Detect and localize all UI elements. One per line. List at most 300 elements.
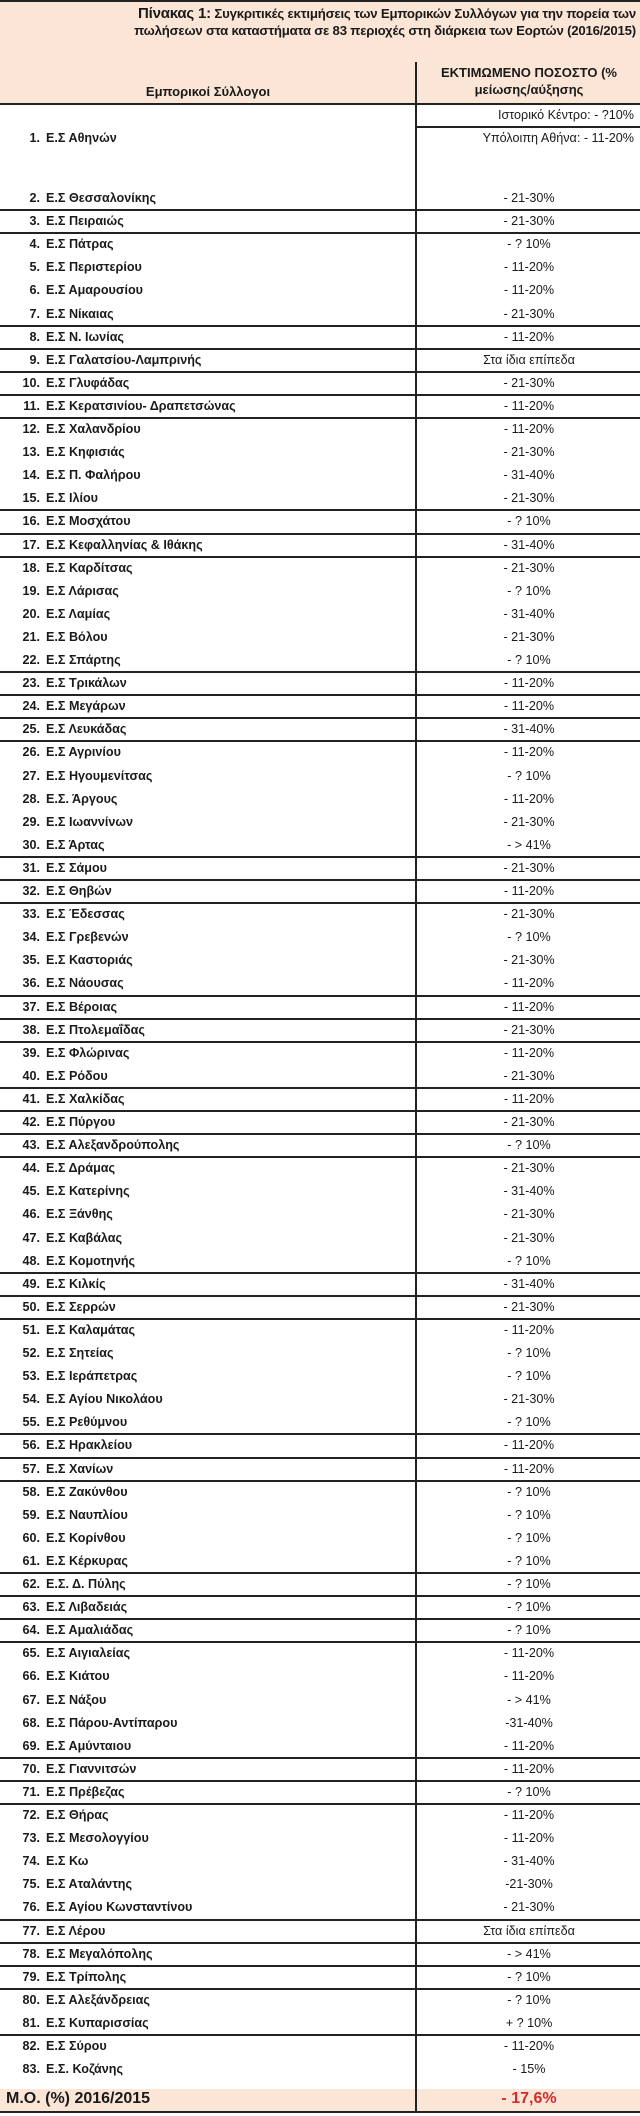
row-separator-rule xyxy=(0,1480,640,1482)
row-separator-rule xyxy=(0,1156,640,1158)
association-name: Ε.Σ Κυπαρισσίας xyxy=(46,2015,149,2030)
association-name: Ε.Σ Κομοτηνής xyxy=(46,1253,136,1268)
table-row-name xyxy=(8,884,112,898)
table-row-value: - ? 10% xyxy=(507,1623,551,1638)
table-row-value: - 11-20% xyxy=(503,1808,555,1822)
table-row-name xyxy=(8,930,129,944)
row-number: 1. xyxy=(29,131,40,145)
table-row-value: - 31-40% xyxy=(503,1184,555,1199)
table-row-name xyxy=(8,607,110,621)
association-name: Ε.Σ Αμαρουσίου xyxy=(46,283,143,298)
table-row-name xyxy=(8,1438,132,1452)
row-number: 20. xyxy=(22,606,40,621)
row-number: 25. xyxy=(22,722,40,737)
row-separator-rule xyxy=(0,2034,640,2036)
association-name: Ε.Σ Αλεξανδρούπολης xyxy=(46,1138,180,1153)
table-row-name xyxy=(8,399,236,413)
table-row-name xyxy=(8,953,133,967)
row-separator-rule xyxy=(0,902,640,904)
table-row-value: - 11-20% xyxy=(503,1322,555,1337)
association-name: Ε.Σ Πάτρας xyxy=(46,237,114,252)
association-name: Ε.Σ. Δ. Πύλης xyxy=(46,1577,126,1591)
row-separator-rule xyxy=(0,394,640,396)
table-row-value: Στα ίδια επίπεδα xyxy=(483,352,575,367)
table-row-value: - ? 10% xyxy=(507,1507,551,1522)
table-row-value: - ? 10% xyxy=(507,1969,551,1984)
association-name: Ε.Σ. Κοζάνης xyxy=(46,2062,124,2077)
table-row-name xyxy=(8,653,121,667)
table-row-name xyxy=(8,1646,130,1660)
row-number: 10. xyxy=(22,375,40,390)
row-number: 23. xyxy=(22,676,40,691)
table-row-name xyxy=(8,1000,117,1014)
association-name: Ε.Σ Κηφισιάς xyxy=(46,445,125,460)
row-number: 50. xyxy=(22,1299,40,1314)
association-name: Ε.Σ Π. Φαλήρου xyxy=(46,468,141,483)
row-separator-rule xyxy=(0,1457,640,1459)
table-row-value: - ? 10% xyxy=(507,1784,551,1799)
row-separator-rule xyxy=(0,1110,640,1112)
table-row-value: - 11-20% xyxy=(503,1646,555,1661)
table-row-value: - 21-30% xyxy=(503,953,555,968)
table-row-name xyxy=(8,1462,113,1476)
table-row-value: -31-40% xyxy=(505,1715,553,1730)
row-number: 33. xyxy=(22,907,40,922)
table-row-name xyxy=(8,1023,145,1037)
row-separator-rule xyxy=(0,1942,640,1944)
association-name: Ε.Σ Πειραιώς xyxy=(46,214,124,229)
association-name: Ε.Σ Χαλανδρίου xyxy=(46,422,141,436)
association-name: Ε.Σ Σάμου xyxy=(46,860,107,875)
association-name: Ε.Σ Ιλίου xyxy=(46,491,98,506)
association-name: Ε.Σ Αλεξάνδρειας xyxy=(46,1992,150,2007)
table-row-value: - 11-20% xyxy=(503,329,555,344)
association-name: Ε.Σ Ξάνθης xyxy=(46,1207,113,1222)
row-athens-name xyxy=(8,131,117,145)
table-row-value: - 21-30% xyxy=(503,560,555,575)
table-row-value: - 11-20% xyxy=(503,791,555,806)
row-number: 55. xyxy=(22,1415,40,1430)
association-name: Ε.Σ Ηρακλείου xyxy=(46,1438,133,1453)
table-row-name xyxy=(8,1877,132,1891)
row-number: 21. xyxy=(22,629,40,644)
table-row-value: - 21-30% xyxy=(503,1299,555,1314)
row-number: 80. xyxy=(22,1992,40,2007)
table-row-name xyxy=(8,1716,177,1730)
row-number: 82. xyxy=(22,2039,40,2053)
table-row-value: - 21-30% xyxy=(503,491,555,506)
table-row-value: - 11-20% xyxy=(503,2039,555,2053)
table-row-name xyxy=(8,191,156,205)
association-name: Ε.Σ Ιωαννίνων xyxy=(46,814,133,829)
table-row-value: - 31-40% xyxy=(503,722,555,737)
association-name: Ε.Σ Σερρών xyxy=(46,1299,116,1314)
row-separator-rule xyxy=(0,995,640,997)
association-name: Ε.Σ Μεγαλόπολης xyxy=(46,1946,153,1961)
row-separator-rule xyxy=(0,1780,640,1782)
row-number: 66. xyxy=(22,1669,40,1684)
row-number: 26. xyxy=(22,745,40,760)
table-row-name xyxy=(8,307,114,321)
table-row-value: - ? 10% xyxy=(507,1415,551,1430)
table-row-name xyxy=(8,1970,126,1984)
table-row-value: - 21-30% xyxy=(503,814,555,829)
table-title xyxy=(0,5,636,39)
athens-sub-rule xyxy=(416,126,640,128)
table-row-value: - ? 10% xyxy=(507,1346,551,1360)
row-number: 17. xyxy=(22,537,40,552)
association-name: Ε.Σ Πρέβεζας xyxy=(46,1784,125,1799)
association-name: Ε.Σ Έδεσσας xyxy=(46,907,125,922)
table-row-name xyxy=(8,1600,127,1614)
association-name: Ε.Σ Μεγάρων xyxy=(46,699,126,714)
table-row-name xyxy=(8,792,117,806)
association-name: Ε.Σ Καστοριάς xyxy=(46,953,133,968)
table-row-value: - ? 10% xyxy=(507,1992,551,2007)
table-row-value: - 21-30% xyxy=(503,907,555,922)
row-number: 4. xyxy=(29,237,40,252)
row-number: 73. xyxy=(22,1831,40,1846)
table-row-name xyxy=(8,283,143,297)
table-row-name xyxy=(8,1669,110,1683)
association-name: Ε.Σ Ναυπλίου xyxy=(46,1507,128,1522)
association-name: Ε.Σ Τρικάλων xyxy=(46,676,127,691)
row-number: 56. xyxy=(22,1438,40,1453)
table-row-name xyxy=(8,1577,126,1591)
table-row-name xyxy=(8,1069,108,1083)
table-row-name xyxy=(8,1392,163,1406)
athens-historic-centre-value: Ιστορικό Κέντρο: - ?10% xyxy=(497,108,634,122)
row-number: 76. xyxy=(22,1900,40,1915)
table-row-value: - 11-20% xyxy=(503,1091,555,1106)
row-number: 16. xyxy=(22,514,40,529)
table-row-name xyxy=(8,1115,115,1129)
header-bottom-rule xyxy=(0,103,640,105)
row-number: 5. xyxy=(29,260,40,275)
row-number: 40. xyxy=(22,1068,40,1083)
association-name: Ε.Σ Ηγουμενίτσας xyxy=(46,768,153,783)
table-row-name xyxy=(8,861,107,875)
table-row-value: - ? 10% xyxy=(507,1138,551,1153)
table-row-value: - ? 10% xyxy=(507,1369,551,1384)
association-name: Ε.Σ Άρτας xyxy=(46,837,105,852)
association-name: Ε.Σ Νάουσας xyxy=(46,976,124,991)
row-number: 37. xyxy=(22,999,40,1014)
row-separator-rule xyxy=(0,209,640,211)
table-row-name xyxy=(8,1993,150,2007)
column-header-associations: Εμπορικοί Σύλλογοι xyxy=(145,84,271,99)
row-number: 43. xyxy=(22,1138,40,1153)
association-name: Ε.Σ Μοσχάτου xyxy=(46,514,131,529)
table-row-name xyxy=(8,491,98,505)
table-row-name xyxy=(8,1554,128,1568)
table-row-name xyxy=(8,769,152,783)
table-row-value: - 21-30% xyxy=(503,191,555,205)
table-row-name xyxy=(8,907,125,921)
table-row-value: - ? 10% xyxy=(507,1553,551,1568)
row-separator-rule xyxy=(0,1919,640,1921)
table-row-name xyxy=(8,1184,130,1198)
table-row-value: - ? 10% xyxy=(507,1484,551,1499)
row-number: 8. xyxy=(29,329,40,344)
row-separator-rule xyxy=(0,533,640,535)
table-row-value: - > 41% xyxy=(507,1946,551,1961)
row-number: 83. xyxy=(22,2062,40,2077)
row-number: 65. xyxy=(22,1646,40,1661)
column-divider xyxy=(415,104,417,2112)
association-name: Ε.Σ Περιστερίου xyxy=(46,260,142,275)
table-row-name xyxy=(8,2016,149,2030)
average-value: - 17,6% xyxy=(501,2090,557,2107)
row-number: 28. xyxy=(22,791,40,806)
table-row-name xyxy=(8,1138,179,1152)
table-row-value: Στα ίδια επίπεδα xyxy=(483,1923,575,1938)
row-number: 36. xyxy=(22,976,40,991)
row-separator-rule xyxy=(0,1988,640,1990)
association-name: Ε.Σ Λευκάδας xyxy=(46,722,127,737)
row-number: 72. xyxy=(22,1808,40,1822)
table-row-value: - 21-30% xyxy=(503,860,555,875)
row-number: 31. xyxy=(22,860,40,875)
association-name: Ε.Σ Λέρου xyxy=(46,1923,106,1938)
table-row-value: - ? 10% xyxy=(507,653,551,667)
table-row-value: - ? 10% xyxy=(507,583,551,598)
row-number: 22. xyxy=(22,653,40,667)
table-row-value: - ? 10% xyxy=(507,1600,551,1615)
row-number: 15. xyxy=(22,491,40,506)
average-label: Μ.Ο. (%) 2016/2015 xyxy=(6,2090,151,2107)
row-number: 11. xyxy=(23,398,40,413)
association-name: Ε.Σ Λάρισας xyxy=(46,583,119,598)
table-row-name xyxy=(8,1346,114,1360)
association-name: Ε.Σ Ζακύνθου xyxy=(46,1484,128,1499)
table-row-name xyxy=(8,1762,136,1776)
association-name: Ε.Σ Τρίπολης xyxy=(46,1969,127,1984)
table-row-value: - 21-30% xyxy=(503,1022,555,1037)
association-name: Ε.Σ Κορίνθου xyxy=(46,1530,126,1545)
row-number: 64. xyxy=(22,1623,40,1638)
table-row-value: - 11-20% xyxy=(503,283,555,298)
row-separator-rule xyxy=(0,1087,640,1089)
table-row-name xyxy=(8,1693,106,1707)
association-name: Ε.Σ Θήρας xyxy=(46,1808,109,1822)
row-number: 45. xyxy=(22,1184,40,1199)
table-bottom-rule xyxy=(0,2111,640,2113)
row-number: 44. xyxy=(22,1161,40,1176)
association-name: Ε.Σ Χαλκίδας xyxy=(46,1091,125,1106)
table-row-name xyxy=(8,699,126,713)
row-separator-rule xyxy=(0,371,640,373)
association-name: Ε.Σ Ρεθύμνου xyxy=(46,1415,128,1430)
row-number: 79. xyxy=(22,1969,40,1984)
table-row-name xyxy=(8,1415,127,1429)
association-name: Ε.Σ Γλυφάδας xyxy=(46,375,130,390)
athens-rest-value: Υπόλοιπη Αθήνα: - 11-20% xyxy=(482,131,634,145)
association-name: Ε.Σ Καλαμάτας xyxy=(46,1322,136,1337)
row-separator-rule xyxy=(0,694,640,696)
table-row-name xyxy=(8,1531,126,1545)
table-row-name xyxy=(8,538,203,552)
table-row-value: - 31-40% xyxy=(503,468,555,483)
association-name: Ε.Σ Κιάτου xyxy=(46,1669,110,1684)
column-header-percentage-line2: μείωσης/αύξησης xyxy=(474,82,584,97)
row-number: 42. xyxy=(22,1115,40,1129)
row-number: 77. xyxy=(22,1923,40,1938)
row-number: 49. xyxy=(22,1276,40,1291)
row-separator-rule xyxy=(0,1041,640,1043)
table-row-value: - ? 10% xyxy=(507,1253,551,1268)
table-row-value: - 11-20% xyxy=(503,398,555,413)
table-row-value: - ? 10% xyxy=(507,514,551,529)
table-row-name xyxy=(8,1785,125,1799)
table-row-name xyxy=(8,445,125,459)
table-row-value: - 11-20% xyxy=(503,260,555,275)
association-name: Ε.Σ Αγίου Κωνσταντίνου xyxy=(46,1900,193,1915)
table-row-value: - 11-20% xyxy=(503,884,555,898)
table-row-name xyxy=(8,330,124,344)
table-row-name xyxy=(8,1161,115,1175)
table-row-value: - ? 10% xyxy=(507,1577,551,1591)
row-separator-rule xyxy=(0,556,640,558)
row-number: 7. xyxy=(29,306,40,321)
association-name: Ε.Σ Γιαννιτσών xyxy=(46,1761,137,1776)
row-number: 34. xyxy=(22,930,40,945)
association-name: Ε.Σ Πύργου xyxy=(46,1115,116,1129)
association-name: Ε.Σ Ρόδου xyxy=(46,1068,108,1083)
row-number: 74. xyxy=(22,1854,40,1869)
association-name: Ε.Σ Κερατσινίου- Δραπετσώνας xyxy=(46,398,236,413)
association-name: Ε.Σ Κεφαλληνίας & Ιθάκης xyxy=(46,537,203,552)
table-row-value: - ? 10% xyxy=(507,930,551,945)
table-row-value: - > 41% xyxy=(507,1692,551,1707)
table-row-value: - 11-20% xyxy=(503,1738,555,1753)
row-number: 60. xyxy=(22,1530,40,1545)
table-row-value: - 11-20% xyxy=(503,976,555,991)
row-number: 41. xyxy=(22,1091,40,1106)
table-row-name xyxy=(8,376,129,390)
row-separator-rule xyxy=(0,1618,640,1620)
table-row-value: - 21-30% xyxy=(503,1161,555,1176)
table-row-name xyxy=(8,1485,128,1499)
table-row-name xyxy=(8,1739,131,1753)
table-row-value: - 21-30% xyxy=(503,375,555,390)
row-number: 24. xyxy=(22,699,40,714)
row-number: 61. xyxy=(22,1553,40,1568)
table-row-value: - 31-40% xyxy=(503,606,555,621)
association-name: Ε.Σ Μεσολογγίου xyxy=(46,1831,149,1846)
row-separator-rule xyxy=(0,1965,640,1967)
table-row-name xyxy=(8,1231,122,1245)
table-row-value: - 11-20% xyxy=(503,1461,555,1476)
table-row-name xyxy=(8,630,108,644)
table-row-name xyxy=(8,1277,106,1291)
association-name: Ε.Σ. Άργους xyxy=(46,791,118,806)
table-row-value: - 21-30% xyxy=(503,1115,555,1129)
table-row-value: -21-30% xyxy=(505,1877,553,1892)
table-row-name xyxy=(8,1046,129,1060)
association-name: Ε.Σ Σητείας xyxy=(46,1346,114,1360)
row-number: 58. xyxy=(22,1484,40,1499)
association-name: Ε.Σ Βόλου xyxy=(46,629,108,644)
table-row-name xyxy=(8,815,133,829)
table-row-value: + ? 10% xyxy=(505,2015,553,2030)
table-row-name xyxy=(8,561,133,575)
column-header-percentage-line1: ΕΚΤΙΜΩΜΕΝΟ ΠΟΣΟΣΤΟ (% xyxy=(440,65,617,80)
table-title-line2: πωλήσεων στα καταστήματα σε 83 περιοχές στη διάρκεια των Εορτών (2016/2015) xyxy=(134,23,636,38)
row-number: 69. xyxy=(22,1738,40,1753)
row-separator-rule xyxy=(0,509,640,511)
row-separator-rule xyxy=(0,740,640,742)
row-number: 54. xyxy=(22,1392,40,1407)
association-name: Ε.Σ Γαλατσίου-Λαμπρινής xyxy=(46,352,202,367)
table-row-name xyxy=(8,976,124,990)
association-name: Ε.Σ Αγρινίου xyxy=(46,745,121,760)
association-name: Ε.Σ Καβάλας xyxy=(46,1230,123,1245)
table-row-value: - 31-40% xyxy=(503,1276,555,1291)
association-name: Ε.Σ Αθηνών xyxy=(46,131,117,145)
table-row-value: - 11-20% xyxy=(503,676,555,691)
row-number: 27. xyxy=(22,768,40,783)
table-row-name xyxy=(8,1369,137,1383)
table-row-value: - 21-30% xyxy=(503,445,555,460)
row-number: 6. xyxy=(29,283,40,298)
table-row-value: - 11-20% xyxy=(503,1761,555,1776)
table-row-name xyxy=(8,1300,116,1314)
table-row-value: - 21-30% xyxy=(503,629,555,644)
table-row-name xyxy=(8,1924,105,1938)
table-row-name xyxy=(8,2062,123,2076)
table-row-name xyxy=(8,1207,113,1221)
row-number: 46. xyxy=(22,1207,40,1222)
association-name: Ε.Σ Καρδίτσας xyxy=(46,560,133,575)
row-number: 12. xyxy=(22,422,40,436)
table-row-name xyxy=(8,1831,149,1845)
row-separator-rule xyxy=(0,856,640,858)
row-separator-rule xyxy=(0,1018,640,1020)
table-row-name xyxy=(8,353,202,367)
row-number: 70. xyxy=(22,1761,40,1776)
row-number: 13. xyxy=(22,445,40,460)
table-row-name xyxy=(8,1254,135,1268)
table-row-name xyxy=(8,468,141,482)
table-row-value: - ? 10% xyxy=(507,768,551,783)
association-name: Ε.Σ Πάρου-Αντίπαρου xyxy=(46,1715,178,1730)
association-name: Ε.Σ Θηβών xyxy=(46,884,112,898)
row-number: 9. xyxy=(29,352,40,367)
association-name: Ε.Σ Πτολεμαΐδας xyxy=(46,1022,145,1037)
table-row-name xyxy=(8,2039,107,2053)
table-row-value: - 11-20% xyxy=(503,699,555,714)
row-number: 75. xyxy=(22,1877,40,1892)
table-row-name xyxy=(8,1854,88,1868)
association-name: Ε.Σ Σύρου xyxy=(46,2039,107,2053)
row-separator-rule xyxy=(0,1641,640,1643)
row-separator-rule xyxy=(0,1318,640,1320)
association-name: Ε.Σ Λαμίας xyxy=(46,606,111,621)
association-name: Ε.Σ Νίκαιας xyxy=(46,306,114,321)
table-row-name xyxy=(8,260,142,274)
association-name: Ε.Σ Φλώρινας xyxy=(46,1045,130,1060)
association-name: Ε.Σ Αμαλιάδας xyxy=(46,1623,134,1638)
table-row-value: - 11-20% xyxy=(503,999,555,1014)
row-separator-rule xyxy=(0,1272,640,1274)
association-name: Ε.Σ Λιβαδειάς xyxy=(46,1600,128,1615)
row-number: 19. xyxy=(22,583,40,598)
table-row-value: - 11-20% xyxy=(503,1438,555,1453)
table-row-name xyxy=(8,745,121,759)
table-row-value: - 21-30% xyxy=(503,306,555,321)
table-row-value: - 21-30% xyxy=(503,1392,555,1407)
